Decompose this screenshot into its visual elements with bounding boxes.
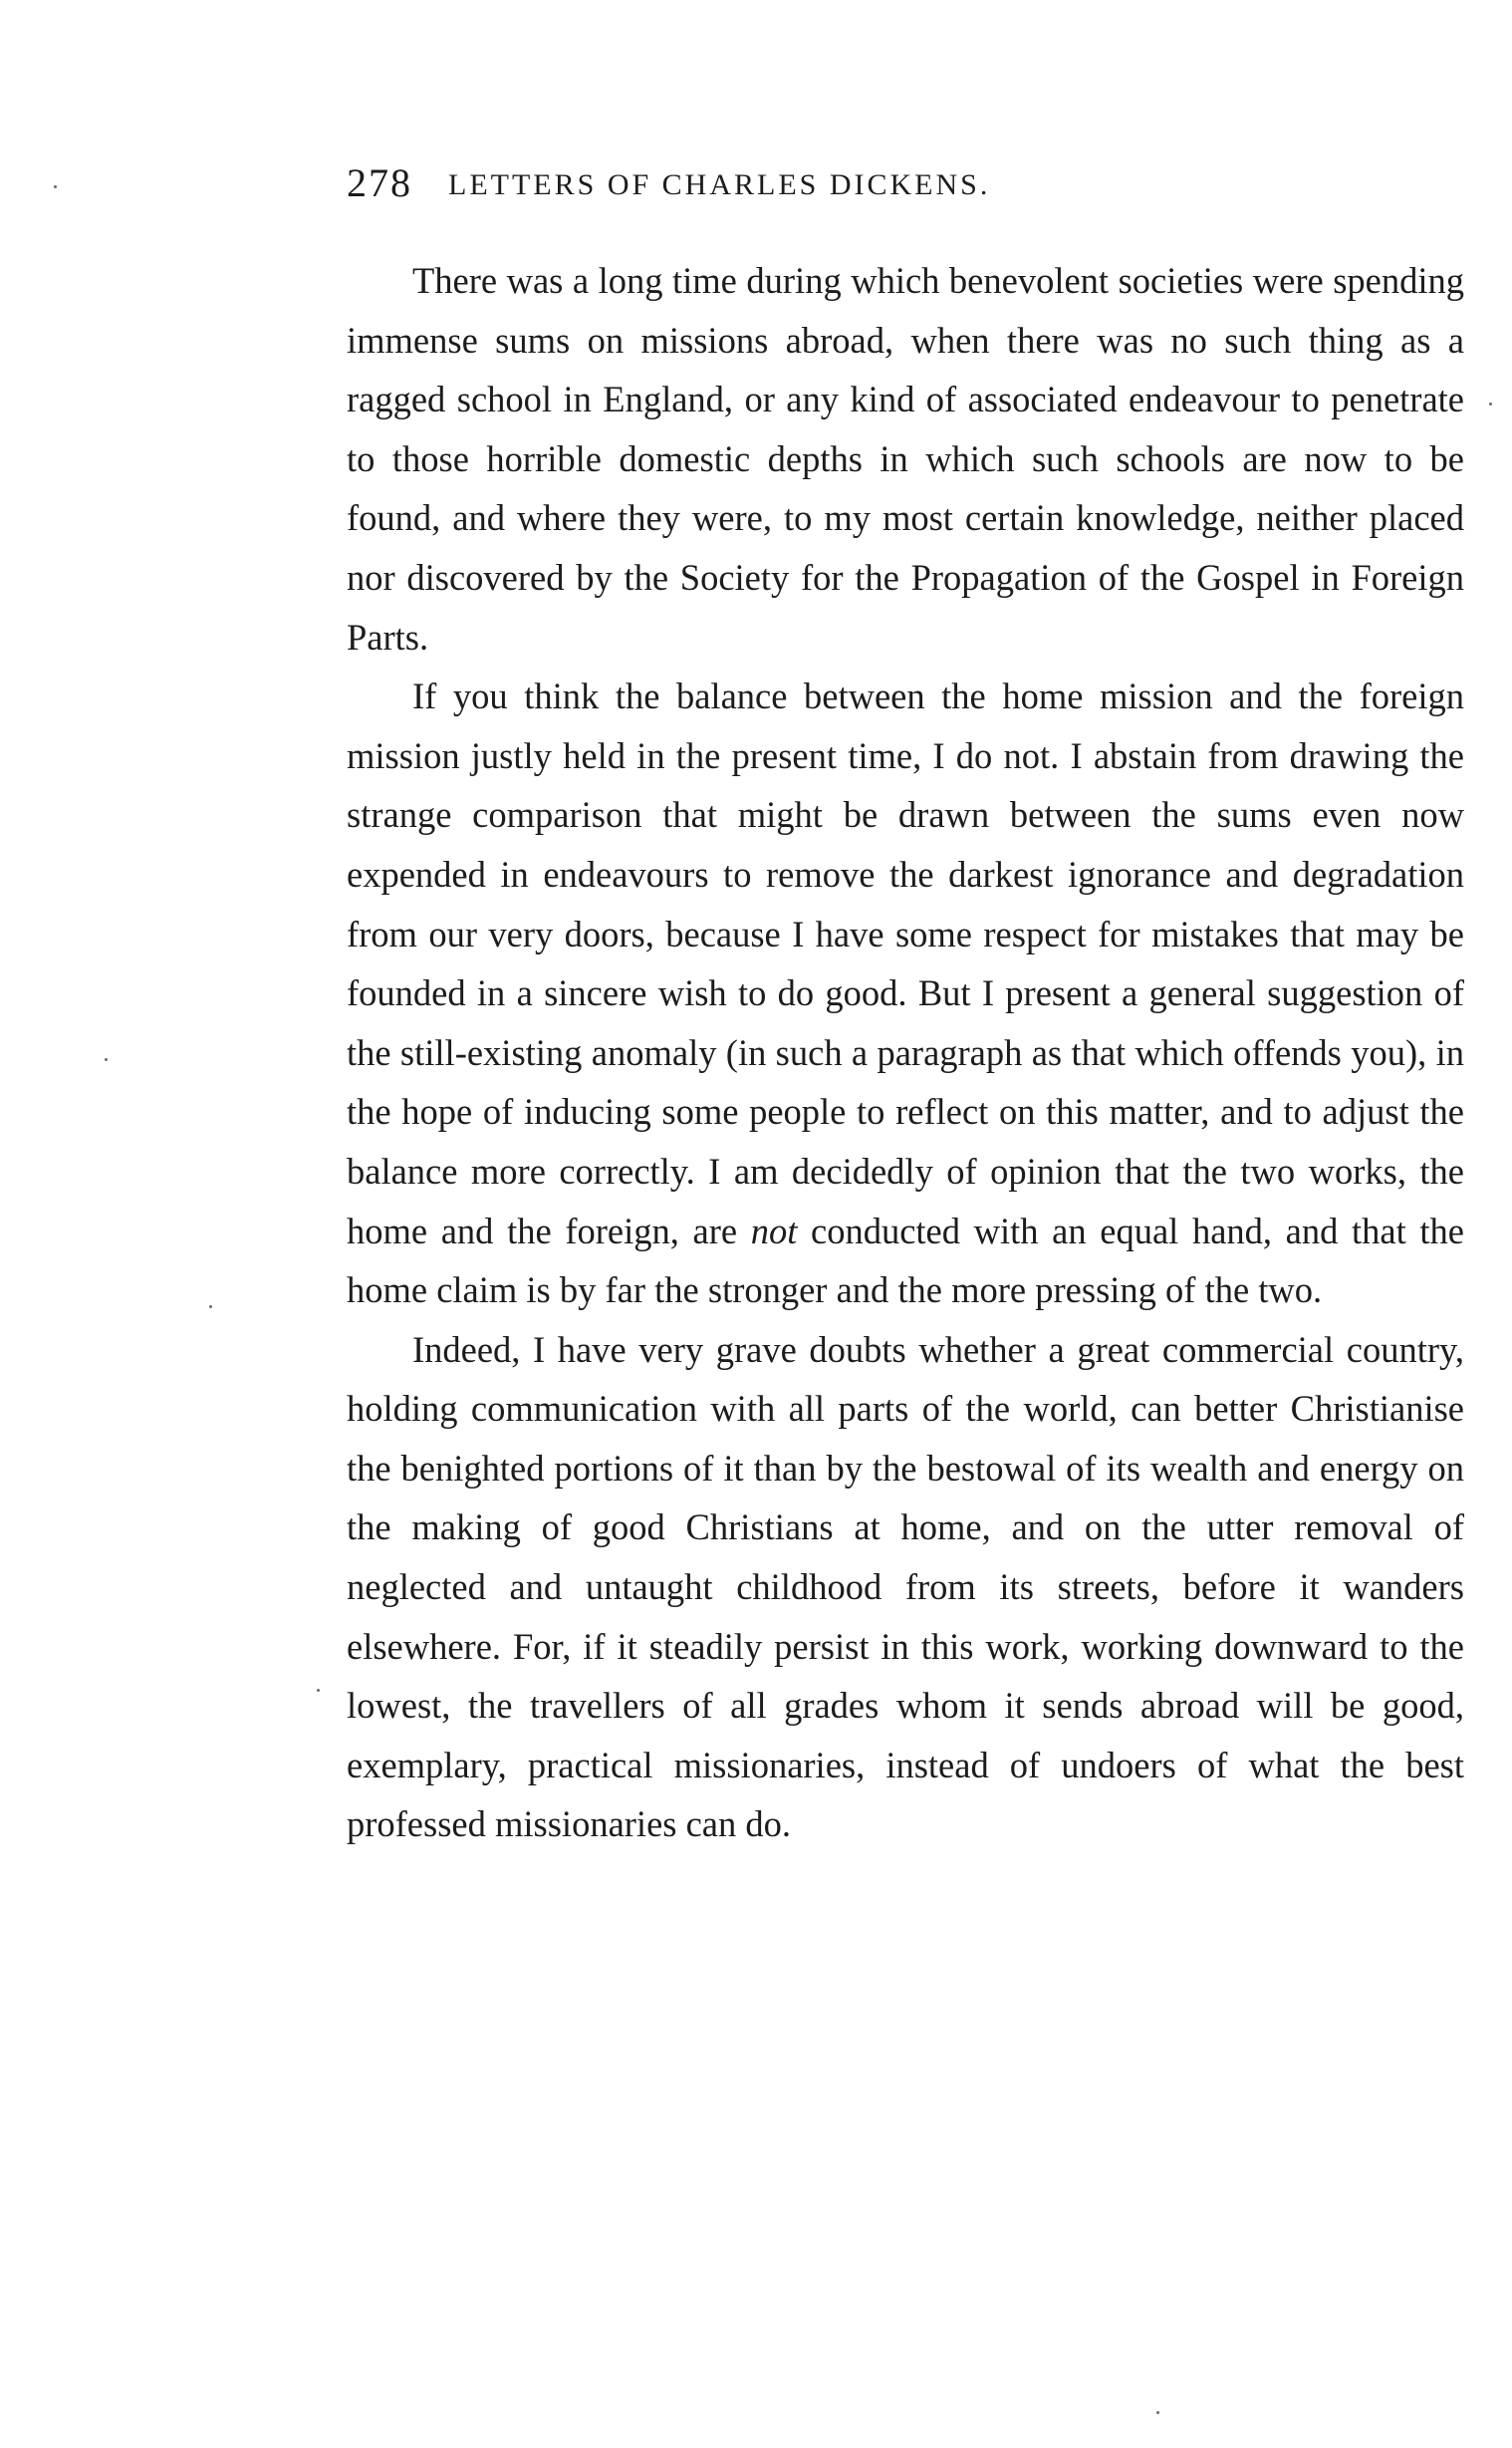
running-head	[347, 157, 1213, 209]
page-number: 278	[347, 160, 412, 205]
paragraph-2-text-a: If you think the balance between the home mission and the foreign mission justly held in the present time, I do not. I abstain from drawing the strange comparison that might be drawn between the sums even now expended in endeavours to remove the darkest ignorance and degradation from our very doors, because I have some respect for mistakes that may be founded in a sincere wish to do good. But I present a general suggestion of the still-existing anomaly (in such a paragraph as that which offends you), in the hope of inducing some people to reflect on this matter, and to adjust the balance more correctly. I am decidedly of opinion that the two works, the home and the foreign, are	[347, 676, 1464, 1251]
paragraph-1: There was a long time during which benevolent societies were spending immense sums on missions abroad, when there was no such thing as a ragged school in England, or any kind of associated endeavour to penetrate to those horrible domestic depths in which such schools are now to be found, and where they were, to my most certain knowledge, neither placed nor discovered by the Society for the Propagation of the Gospel in Foreign Parts.	[347, 260, 1464, 658]
paragraph-3: Indeed, I have very grave doubts whether a great commercial country, holding communication with all parts of the world, can better Christianise the benighted portions of it than by the bestowal of its wealth and energy on the making of good Christians at home, and on the utter removal of neglected and untaught childhood from its streets, before it wanders elsewhere. For, if it steadily persist in this work, working downward to the lowest, the travellers of all grades whom it sends abroad will be good, exemplary, practical missionaries, instead of undoers of what the best professed missionaries can do.	[347, 1328, 1464, 1845]
scan-speck	[209, 1305, 212, 1308]
paragraph-2-emphasis: not	[750, 1210, 798, 1251]
paragraph-2-text-b: conducted with an equal hand, and that the home claim is by far the stronger and the more pressing of the two.	[347, 1210, 1464, 1311]
scan-speck	[1156, 2411, 1159, 2414]
running-head-title: LETTERS OF CHARLES DICKENS.	[448, 168, 991, 201]
paragraph-2	[347, 667, 1464, 1320]
scan-speck	[54, 185, 57, 188]
body-text	[347, 251, 1464, 1854]
scan-speck	[317, 1689, 320, 1692]
scan-speck	[105, 1058, 108, 1061]
scan-speck	[1489, 403, 1492, 406]
